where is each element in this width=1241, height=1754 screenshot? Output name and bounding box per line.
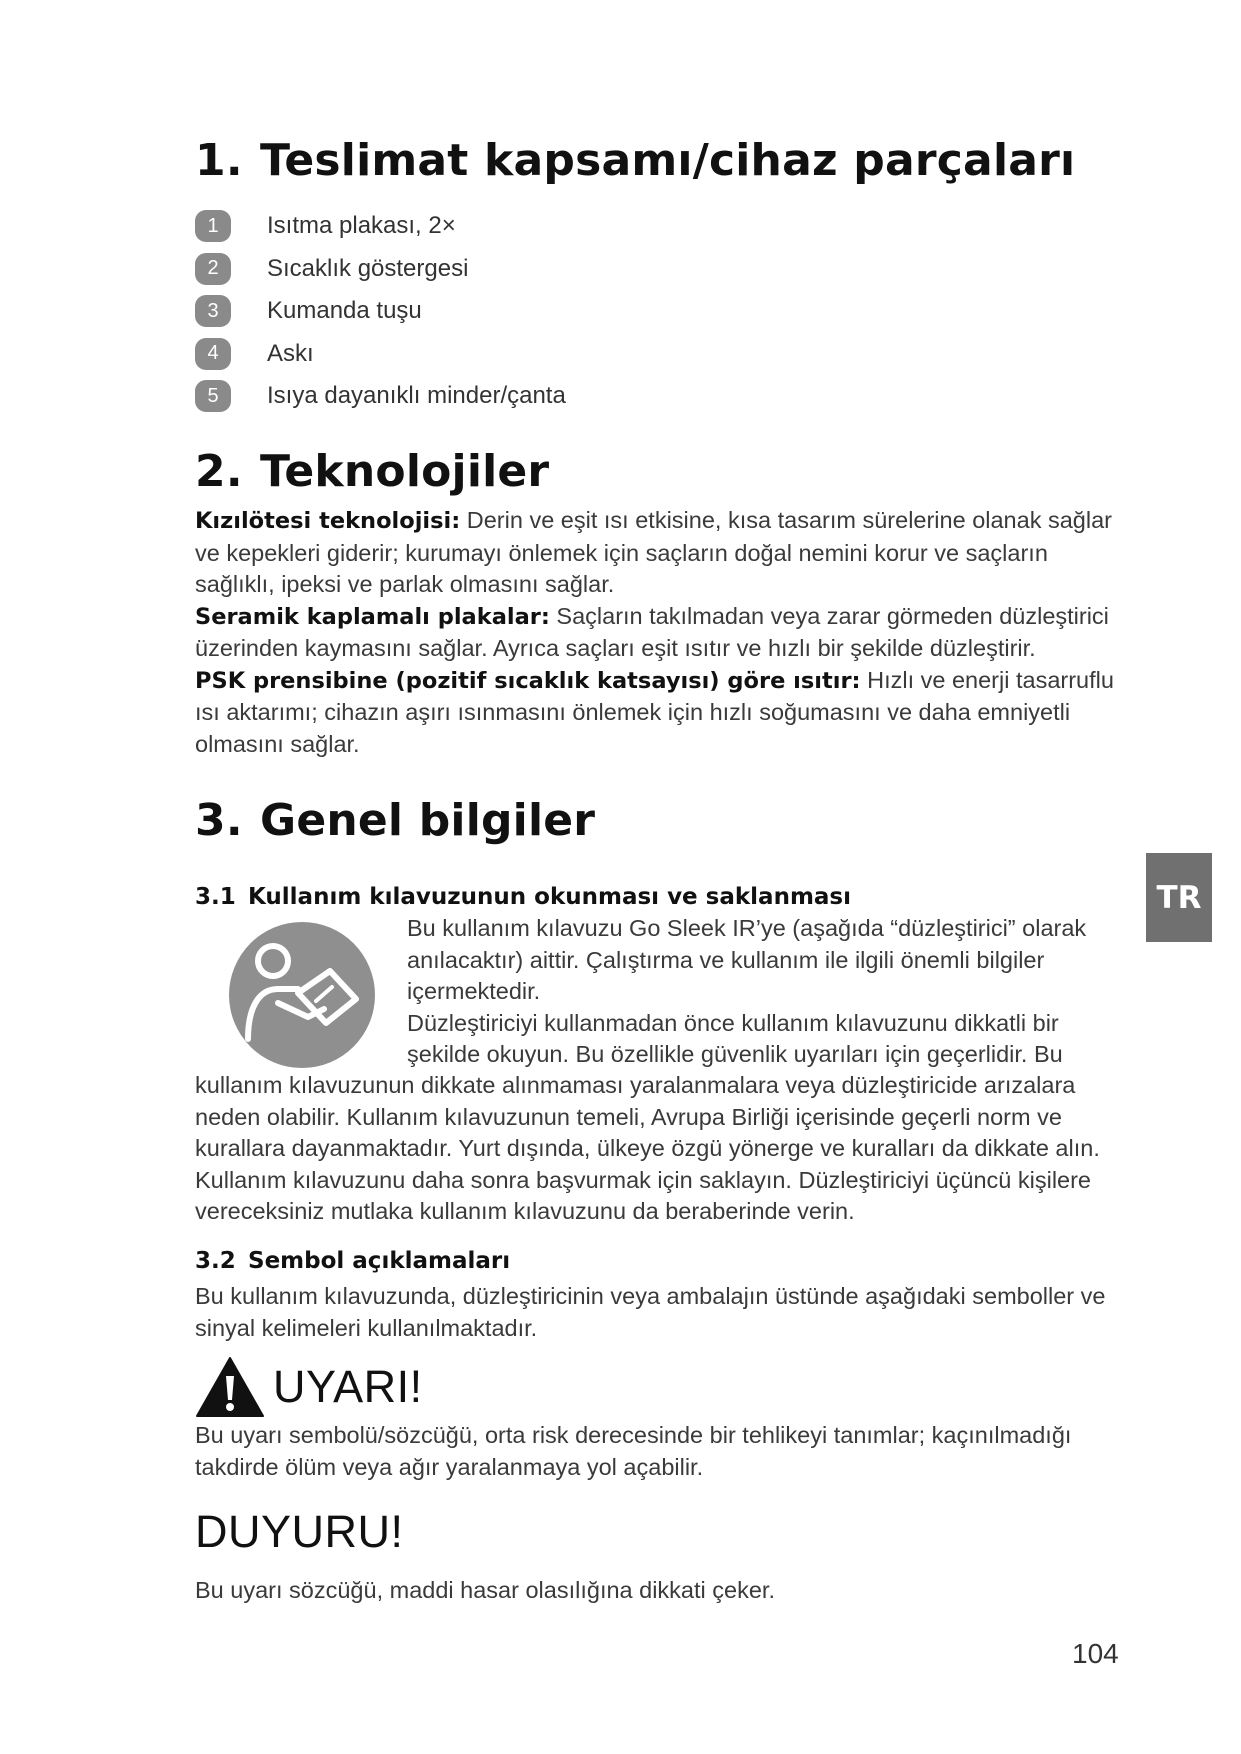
- section2-title: Teknolojiler: [260, 446, 550, 497]
- notice-label: DUYURU!: [195, 1506, 404, 1557]
- parts-list-item: [195, 290, 566, 333]
- part-label: Isıtma plakası, 2×: [267, 212, 456, 240]
- subsection-3-1-number: 3.1: [195, 884, 236, 910]
- ceramic-term: Seramik kaplamalı plakalar:: [195, 603, 550, 630]
- section1-heading: [195, 135, 1075, 186]
- parts-list: [195, 205, 566, 418]
- subsection-3-1-title: Kullanım kılavuzunun okunması ve saklanması: [248, 884, 852, 910]
- part-label: Askı: [267, 339, 314, 367]
- subsection-3-2-number: 3.2: [195, 1248, 236, 1274]
- part-label: Sıcaklık göstergesi: [267, 254, 469, 282]
- manual-intro-2: Düzleştiriciyi kullanmadan önce kullanım kılavuzunu dikkatli bir şekilde okuyun. Bu özellikle güvenlik uyarıları için geçerlidir. Bu: [407, 1009, 1063, 1067]
- part-number-badge: 4: [195, 338, 231, 370]
- parts-list-item: [195, 375, 566, 418]
- part-label: Isıya dayanıklı minder/çanta: [267, 382, 566, 410]
- page-number: 104: [1072, 1638, 1119, 1669]
- part-number-badge: 1: [195, 210, 231, 242]
- subsection-3-2-heading: [195, 1248, 510, 1274]
- part-label: Kumanda tuşu: [267, 297, 422, 325]
- section3-title: Genel bilgiler: [260, 795, 596, 846]
- technology-description: [195, 505, 1120, 760]
- parts-list-item: [195, 333, 566, 376]
- parts-list-item: [195, 248, 566, 291]
- part-number-badge: 5: [195, 380, 231, 412]
- section3-number: 3.: [195, 795, 243, 846]
- warning-triangle-icon: [195, 1356, 265, 1418]
- part-number-badge: 3: [195, 295, 231, 327]
- notice-text: Bu uyarı sözcüğü, maddi hasar olasılığına dikkati çeker.: [195, 1577, 775, 1603]
- language-tab: TR: [1146, 853, 1212, 942]
- infrared-text: Derin ve eşit ısı etkisine, kısa tasarım sürelerine olanak sağlar ve kepekleri giderir; kurumayı önlemek için saçların doğal nemini korur ve saçların sağlıklı, ipeksi ve parlak olmasını sağlar.: [195, 507, 1112, 597]
- subsection-3-1-heading: [195, 884, 851, 910]
- section1-title: Teslimat kapsamı/cihaz parçaları: [260, 135, 1076, 186]
- read-manual-icon: [228, 921, 376, 1069]
- subsection-3-2-title: Sembol açıklamaları: [248, 1248, 511, 1274]
- parts-list-item: [195, 205, 566, 248]
- manual-usage-text: kullanım kılavuzunun dikkate alınmaması yaralanmalara veya düzleştiricide arızalara neden olabilir. Kullanım kılavuzunun temeli, Avrupa Birliği içerisinde geçerli norm ve kurallara dayanmaktadır. Yurt dışında, ülkeye özgü yönerge ve kuralları da dikkate alın. Kullanım kılavuzunu daha sonra başvurmak için saklayın. Düzleştiriciyi üçüncü kişilere vereceksiniz mutlaka kullanım kılavuzunu da beraberinde verin.: [195, 1072, 1100, 1224]
- ceramic-text: Saçların takılmadan veya zarar görmeden düzleştirici üzerinden kaymasını sağlar. Ayrıca saçları eşit ısıtır ve hızlı bir şekilde düzleştirir.: [195, 602, 1109, 661]
- manual-intro-text: [407, 913, 1107, 1071]
- symbols-intro-text: Bu kullanım kılavuzunda, düzleştiricinin veya ambalajın üstünde aşağıdaki semboller ve sinyal kelimeleri kullanılmaktadır.: [195, 1283, 1106, 1341]
- warning-text: Bu uyarı sembolü/sözcüğü, orta risk derecesinde bir tehlikeyi tanımlar; kaçınılmadığı takdirde ölüm veya ağır yaralanmaya yol açabilir.: [195, 1422, 1072, 1480]
- section2-heading: [195, 446, 549, 497]
- section1-number: 1.: [195, 135, 243, 186]
- part-number-badge: 2: [195, 253, 231, 285]
- warning-label: UYARI!: [273, 1361, 423, 1412]
- section3-heading: [195, 795, 595, 846]
- ptc-term: PSK prensibine (pozitif sıcaklık katsayısı) göre ısıtır:: [195, 667, 861, 694]
- ptc-text: Hızlı ve enerji tasarruflu ısı aktarımı; cihazın aşırı ısınmasını önlemek için hızlı soğumasını ve daha emniyetli olmasını sağlar.: [195, 666, 1114, 757]
- section2-number: 2.: [195, 446, 243, 497]
- manual-intro-1: Bu kullanım kılavuzu Go Sleek IR’ye (aşağıda “düzleştirici” olarak anılacaktır) aittir. Çalıştırma ve kullanım ile ilgili önemli bilgiler içermektedir.: [407, 915, 1087, 1004]
- warning-heading: [195, 1356, 423, 1418]
- infrared-term: Kızılötesi teknolojisi:: [195, 508, 461, 534]
